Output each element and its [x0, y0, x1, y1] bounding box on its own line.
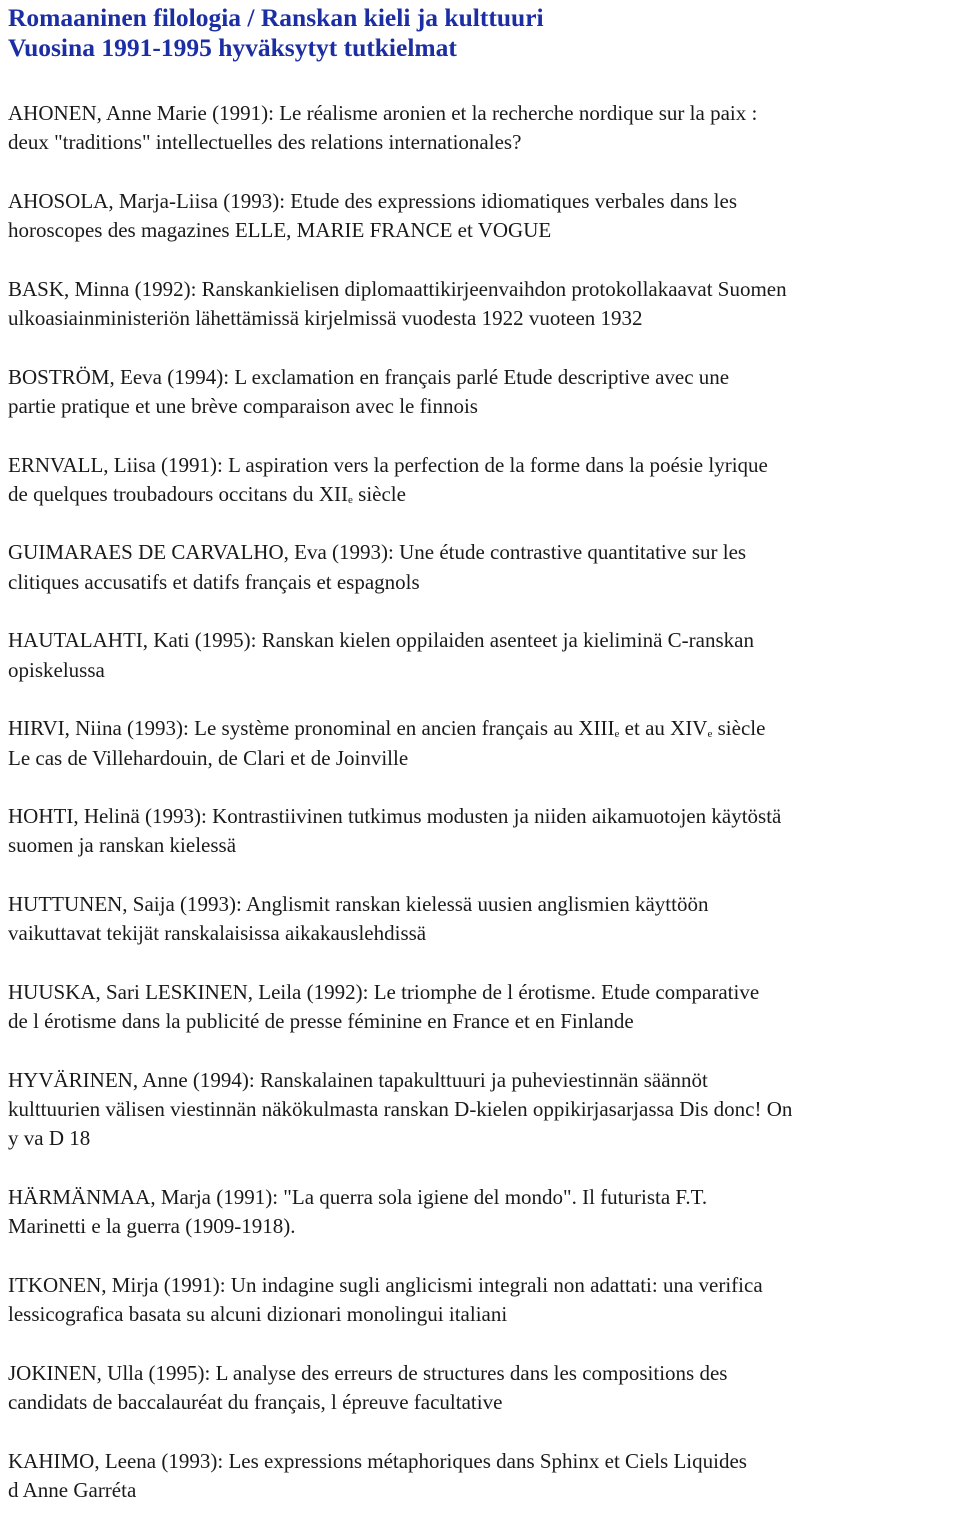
superscript-e: e [707, 728, 713, 741]
entry-line: HOHTI, Helinä (1993): Kontrastiivinen tutkimus modusten ja niiden aikamuotojen käytöstä [8, 804, 782, 829]
thesis-entry [8, 714, 960, 773]
thesis-entry [8, 538, 960, 597]
entry-line: Marinetti e la guerra (1909-1918). [8, 1214, 296, 1239]
entry-line: partie pratique et une brève comparaison avec le finnois [8, 393, 478, 418]
entry-line: KAHIMO, Leena (1993): Les expressions métaphoriques dans Sphinx et Ciels Liquides [8, 1448, 747, 1473]
entry-line: lessicografica basata su alcuni dizionari monolingui italiani [8, 1302, 508, 1327]
entry-line: candidats de baccalauréat du français, l épreuve facultative [8, 1390, 503, 1415]
entry-line: kulttuurien välisen viestinnän näkökulmasta ranskan D-kielen oppikirjasarjassa Dis donc! On [8, 1097, 793, 1122]
entry-line: ERNVALL, Liisa (1991): L aspiration vers la perfection de la forme dans la poésie lyrique [8, 452, 768, 477]
entry-line: HAUTALAHTI, Kati (1995): Ranskan kielen oppilaiden asenteet ja kieliminä C-ranskan [8, 628, 754, 653]
heading-line-2: Vuosina 1991-1995 hyväksytyt tutkielmat [8, 33, 457, 62]
entry-line [8, 714, 960, 743]
document-heading [8, 3, 960, 63]
thesis-entry [8, 275, 960, 334]
entry-text: siècle [712, 716, 766, 741]
entry-line: HUTTUNEN, Saija (1993): Anglismit ranskan kielessä uusien anglismien käyttöön [8, 892, 709, 917]
thesis-entry [8, 451, 960, 510]
heading-line-1: Romaaninen filologia / Ranskan kieli ja kulttuuri [8, 3, 544, 32]
thesis-entry [8, 99, 960, 158]
entry-text: et au XIV [619, 716, 708, 741]
thesis-entry [8, 187, 960, 246]
superscript-e: e [614, 728, 620, 741]
entry-text: siècle [352, 481, 406, 506]
entry-line: de l érotisme dans la publicité de presse féminine en France et en Finlande [8, 1009, 634, 1034]
entry-line: clitiques accusatifs et datifs français et espagnols [8, 569, 420, 594]
thesis-list [8, 99, 960, 1505]
entry-line: GUIMARAES DE CARVALHO, Eva (1993): Une étude contrastive quantitative sur les [8, 540, 747, 565]
entry-line: ulkoasiainministeriön lähettämissä kirjelmissä vuodesta 1922 vuoteen 1932 [8, 306, 643, 331]
thesis-entry [8, 1359, 960, 1418]
entry-text: de quelques troubadours occitans du XII [8, 481, 348, 506]
entry-line [8, 480, 960, 509]
entry-line: suomen ja ranskan kielessä [8, 833, 237, 858]
entry-line: BASK, Minna (1992): Ranskankielisen diplomaattikirjeenvaihdon protokollakaavat Suomen [8, 276, 787, 301]
entry-line: JOKINEN, Ulla (1995): L analyse des erreurs de structures dans les compositions des [8, 1360, 728, 1385]
thesis-entry [8, 890, 960, 949]
entry-line: AHONEN, Anne Marie (1991): Le réalisme aronien et la recherche nordique sur la paix : [8, 101, 758, 125]
thesis-entry [8, 626, 960, 685]
entry-line: Le cas de Villehardouin, de Clari et de Joinville [8, 745, 409, 770]
document-page [8, 0, 960, 1535]
thesis-entry [8, 1447, 960, 1506]
entry-line: opiskelussa [8, 657, 105, 682]
entry-line: ITKONEN, Mirja (1991): Un indagine sugli anglicismi integrali non adattati: una verifica [8, 1272, 763, 1297]
thesis-entry [8, 363, 960, 422]
entry-text: HIRVI, Niina (1993): Le système pronominal en ancien français au XIII [8, 716, 615, 741]
entry-line: d Anne Garréta [8, 1477, 137, 1502]
entry-line: BOSTRÖM, Eeva (1994): L exclamation en français parlé Etude descriptive avec une [8, 364, 730, 389]
entry-line: horoscopes des magazines ELLE, MARIE FRANCE et VOGUE [8, 218, 552, 243]
thesis-entry [8, 802, 960, 861]
entry-line: HÄRMÄNMAA, Marja (1991): "La querra sola igiene del mondo". Il futurista F.T. [8, 1184, 708, 1209]
thesis-entry [8, 1066, 960, 1154]
thesis-entry [8, 978, 960, 1037]
entry-line: HUUSKA, Sari LESKINEN, Leila (1992): Le triomphe de l érotisme. Etude comparative [8, 979, 760, 1004]
thesis-entry [8, 1183, 960, 1242]
entry-line: vaikuttavat tekijät ranskalaisissa aikakauslehdissä [8, 921, 427, 946]
entry-line: AHOSOLA, Marja-Liisa (1993): Etude des expressions idiomatiques verbales dans les [8, 188, 738, 213]
entry-line: deux "traditions" intellectuelles des relations internationales? [8, 130, 522, 155]
entry-line: HYVÄRINEN, Anne (1994): Ranskalainen tapakulttuuri ja puheviestinnän säännöt [8, 1067, 708, 1092]
thesis-entry [8, 1271, 960, 1330]
superscript-e: e [348, 493, 353, 506]
entry-line: y va D 18 [8, 1126, 91, 1151]
